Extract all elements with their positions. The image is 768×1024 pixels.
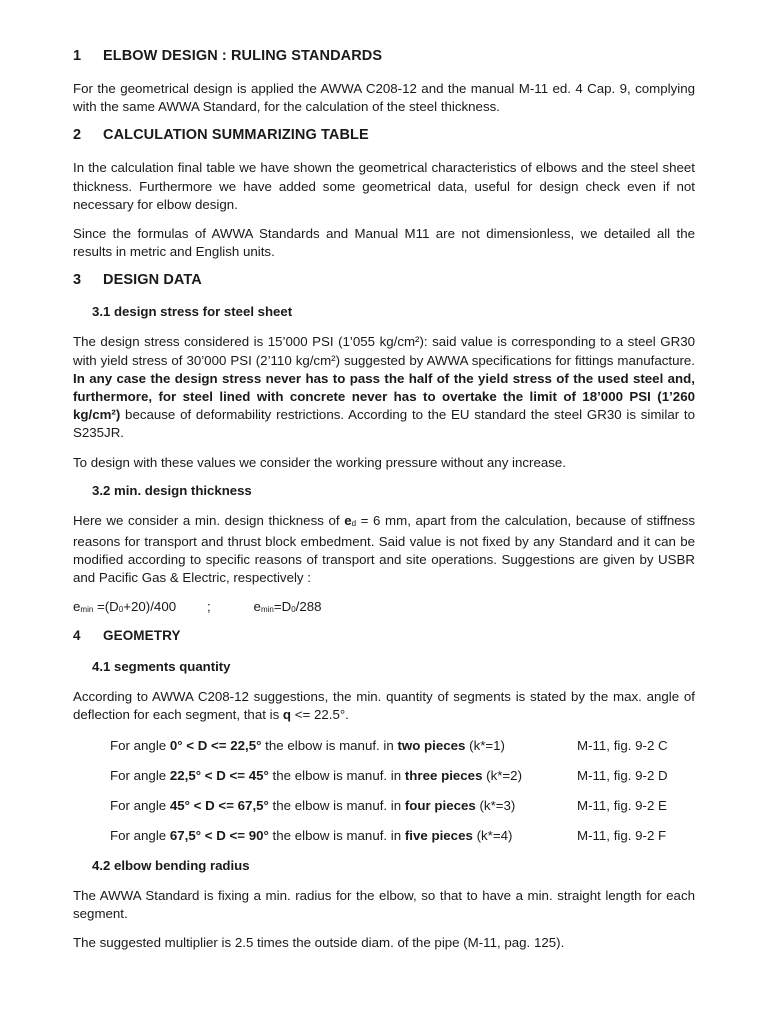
k-value: (k*=1) — [465, 738, 505, 754]
angle-range: 45° < D <= 67,5° — [169, 798, 269, 814]
section-number: 3 — [73, 272, 82, 289]
angle-range: 67,5° < D <= 90° — [169, 828, 269, 844]
subsection-3-1-heading: 3.1 design stress for steel sheet — [92, 304, 293, 320]
formula-text: +20)/400 — [123, 598, 177, 614]
symbol-q: q — [282, 706, 292, 722]
symbol-e: e — [344, 512, 352, 528]
angle-rule-row — [110, 798, 695, 816]
pieces-count: five pieces — [404, 828, 473, 844]
figure-reference: M-11, fig. 9-2 D — [577, 768, 668, 784]
figure-reference: M-11, fig. 9-2 E — [577, 798, 667, 814]
angle-range: 0° < D <= 22,5° — [169, 738, 262, 754]
section-number: 2 — [73, 127, 82, 144]
subsection-4-2-paragraph-2: The suggested multiplier is 2.5 times the outside diam. of the pipe (M-11, pag. 125). — [73, 935, 565, 951]
text-run: For angle — [110, 768, 170, 784]
subsection-4-1-heading: 4.1 segments quantity — [92, 658, 231, 674]
min-thickness-formulas — [73, 599, 695, 614]
figure-reference: M-11, fig. 9-2 C — [577, 738, 668, 754]
formula-text: =D — [273, 598, 292, 614]
text-run: the elbow is manuf. in — [261, 738, 398, 754]
section-3-heading — [73, 272, 695, 288]
subscript: min — [260, 604, 274, 614]
text-run: According to AWWA C208-12 suggestions, the min. quantity of segments is stated by the max. angle of deflection for each segment, that is — [73, 688, 695, 722]
section-2-heading — [73, 127, 695, 143]
text-run: <= 22.5°. — [291, 706, 349, 722]
formula-text: =(D — [93, 598, 119, 614]
section-title: DESIGN DATA — [103, 272, 202, 289]
text-run: For angle — [110, 798, 170, 814]
subsection-4-2-heading: 4.2 elbow bending radius — [92, 858, 250, 874]
angle-range: 22,5° < D <= 45° — [169, 768, 269, 784]
section-title: CALCULATION SUMMARIZING TABLE — [103, 127, 369, 144]
pieces-count: two pieces — [397, 738, 466, 754]
angle-rule-row — [110, 738, 695, 756]
subsection-4-2-paragraph-1: The AWWA Standard is fixing a min. radius for the elbow, so that to have a min. straight length for each segment. — [73, 888, 695, 922]
section-title: ELBOW DESIGN : RULING STANDARDS — [103, 48, 383, 64]
angle-rule-row — [110, 828, 695, 846]
k-value: (k*=4) — [472, 828, 513, 844]
section-title: GEOMETRY — [103, 627, 181, 643]
subsection-3-1-paragraph-1 — [73, 333, 695, 442]
k-value: (k*=2) — [482, 768, 523, 784]
text-run: For angle — [110, 828, 170, 844]
subsection-3-1-paragraph-2: To design with these values we consider the working pressure without any increase. — [73, 454, 566, 470]
formula-symbol: e — [253, 598, 261, 614]
section-1-paragraph: For the geometrical design is applied the AWWA C208-12 and the manual M-11 ed. 4 Cap. 9, complying with the same AWWA Standard, for the calculation of the steel thickness. — [73, 81, 695, 115]
subsection-3-2-paragraph — [73, 512, 695, 588]
text-run: the elbow is manuf. in — [268, 798, 405, 814]
figure-reference: M-11, fig. 9-2 F — [577, 828, 667, 844]
text-run: because of deformability restrictions. According to the EU standard the steel GR30 is similar to S235JR. — [73, 407, 695, 441]
section-number: 1 — [73, 48, 82, 64]
section-1-heading — [73, 48, 695, 64]
subscript: min — [80, 604, 94, 614]
formula-text: /288 — [295, 598, 322, 614]
subsection-3-2-heading: 3.2 min. design thickness — [92, 482, 252, 498]
section-2-paragraph-1: In the calculation final table we have shown the geometrical characteristics of elbows and the steel sheet thickness. Furthermore we have added some geometrical data, useful for design check even if not necessary for elbow design. — [73, 160, 695, 212]
text-run: = 6 mm, apart from the calculation, because of stiffness reasons for transport and thrust block embedment. Said value is not fixed by any Standard and it can be modified according to specific reasons of transport and site operations. Suggestions are given by USBR and Pacific Gas & Electric, respectively : — [73, 512, 695, 586]
bold-text-run: In any case the design stress never has to pass the half of the yield stress of the used steel and, furthermore, for steel lined with concrete never has to overtake the limit of 18’000 PSI (1’260 kg/cm²) — [73, 370, 695, 423]
text-run: the elbow is manuf. in — [268, 768, 405, 784]
subsection-4-1-paragraph — [73, 688, 695, 724]
subscript: d — [351, 518, 357, 528]
section-2-paragraph-2: Since the formulas of AWWA Standards and Manual M11 are not dimensionless, we detailed all the results in metric and English units. — [73, 226, 695, 260]
section-number: 4 — [73, 627, 81, 643]
formula-2 — [254, 599, 322, 614]
k-value: (k*=3) — [475, 798, 516, 814]
text-run: For angle — [110, 738, 170, 754]
formula-symbol: e — [73, 598, 81, 614]
section-4-heading — [73, 628, 695, 643]
text-run: the elbow is manuf. in — [268, 828, 405, 844]
text-run: The design stress considered is 15’000 PSI (1’055 kg/cm²): said value is corresponding to a steel GR30 with yield stress of 30’000 PSI (2’110 kg/cm²) suggested by AWWA specifications for fittings manufacture. — [73, 334, 695, 368]
pieces-count: four pieces — [404, 798, 476, 814]
text-run: Here we consider a min. design thickness of — [73, 512, 345, 528]
formula-1 — [73, 599, 176, 614]
formula-separator: ; — [206, 598, 211, 614]
subscript: 0 — [291, 604, 296, 614]
angle-rule-row — [110, 768, 695, 786]
pieces-count: three pieces — [404, 768, 483, 784]
subscript: 0 — [118, 604, 124, 614]
